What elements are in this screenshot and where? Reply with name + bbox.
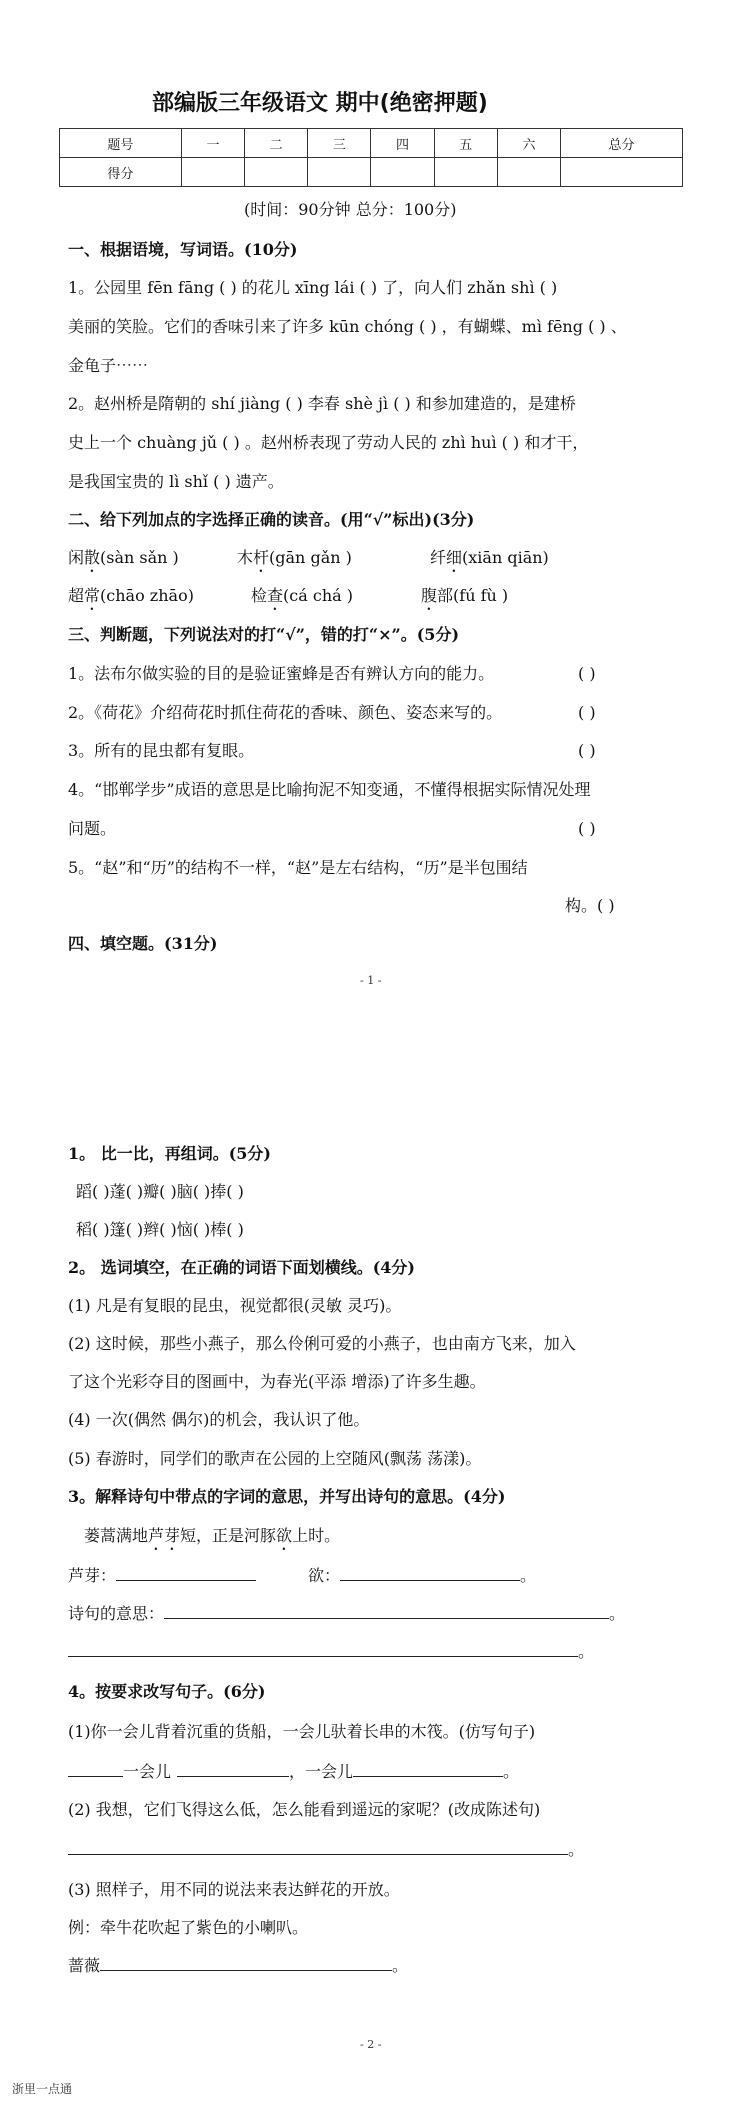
score-table-header: 三 [308, 129, 371, 158]
f4-s1-blank-3[interactable] [353, 1762, 503, 1777]
f1-row-1: 蹈( )蓬( )瓣( )脑( )捧( ) [76, 1182, 244, 1201]
f3-meaning-row [68, 1604, 625, 1624]
s1-q1-line3: 金龟子⋯⋯ [68, 356, 149, 375]
section3-heading: 三、判断题，下列说法对的打“√”，错的打“×”。(5分) [68, 625, 460, 644]
f3-poem [84, 1526, 340, 1554]
score-table-header: 二 [245, 129, 308, 158]
f3-heading: 3。解释诗句中带点的字词的意思，并写出诗句的意思。(4分) [68, 1487, 506, 1506]
f3-period: 。 [578, 1642, 595, 1661]
s1-q1-line2: 美丽的笑脸。它们的香味引来了许多 kūn chóng ( ) ，有蝴蝶、mì fēng ( ) 、 [68, 317, 627, 336]
score-table [59, 128, 683, 187]
score-table-header: 五 [434, 129, 497, 158]
f3-label-luya: 芦芽： [68, 1566, 117, 1585]
s1-q2-line2: 史上一个 chuàng jǔ ( ) 。赵州桥表现了劳动人民的 zhì huì ( ) 和才干， [68, 433, 589, 452]
title-main: 部编版三年级语文 期中 [152, 91, 380, 116]
s2-word-1 [68, 548, 179, 576]
score-cell[interactable] [308, 158, 371, 187]
f4-sentence-3: (3) 照样子，用不同的说法来表达鲜花的开放。 [68, 1880, 400, 1899]
score-table-header-row [60, 129, 683, 158]
exam-title [152, 90, 488, 118]
f2-heading: 2。 选词填空，在正确的词语下面划横线。(4分) [68, 1258, 415, 1277]
f2-item-4: (4) 一次(偶然 偶尔)的机会，我认识了他。 [68, 1410, 370, 1429]
page-number-2: - 2 - [360, 2038, 382, 2051]
s3-item-1-bracket[interactable]: ( ) [578, 664, 596, 683]
s2-word-3-pinyin: (xiān qiān) [462, 548, 549, 567]
s3-item-2-bracket[interactable]: ( ) [578, 703, 596, 722]
section2-heading: 二、给下列加点的字选择正确的读音。(用“√”标出)(3分) [68, 510, 475, 529]
f3-period: 。 [609, 1604, 626, 1623]
s2-word-3-char: 纤 [430, 548, 447, 567]
section4-heading: 四、填空题。(31分) [68, 934, 218, 953]
s3-item-3: 3。所有的昆虫都有复眼。 [68, 741, 255, 760]
score-table-header: 一 [181, 129, 244, 158]
s2-word-3-dotted-char: 细 [446, 548, 463, 567]
f4-s1-blank-2[interactable] [177, 1762, 289, 1777]
score-table-header: 四 [371, 129, 434, 158]
s3-item-1: 1。法布尔做实验的目的是验证蜜蜂是否有辨认方向的能力。 [68, 664, 495, 683]
f4-s1-word-b: ，一会儿 [289, 1762, 354, 1781]
s2-word-4-pinyin: (chāo zhāo) [100, 586, 194, 605]
s2-word-3 [430, 548, 549, 576]
footer-watermark: 浙里一点通 [12, 2082, 73, 2096]
score-cell[interactable] [245, 158, 308, 187]
s2-word-6-char: 部 [437, 586, 454, 605]
s3-item-4-line2: 问题。 [68, 819, 117, 838]
score-table-header: 六 [497, 129, 560, 158]
s2-word-5 [251, 586, 353, 614]
f4-flower-label: 蔷薇 [68, 1956, 101, 1975]
s2-word-4 [68, 586, 194, 614]
f4-heading: 4。按要求改写句子。(6分) [68, 1682, 266, 1701]
f4-s1-blank-1[interactable] [68, 1762, 123, 1777]
f4-period: 。 [503, 1762, 520, 1781]
s2-word-6 [421, 586, 508, 614]
s2-word-1-dotted-char: 散 [84, 548, 101, 567]
f4-sentence-2-answer [68, 1840, 584, 1860]
s3-item-5-line2: 构。( ) [565, 896, 615, 915]
s3-item-3-bracket[interactable]: ( ) [578, 741, 596, 760]
f4-s1-word-a: 一会儿 [123, 1762, 172, 1781]
score-cell[interactable] [181, 158, 244, 187]
score-table-header: 总分 [561, 129, 683, 158]
section1-heading: 一、根据语境，写词语。(10分) [68, 240, 298, 259]
s1-q2-line1: 2。赵州桥是隋朝的 shí jiàng ( ) 李春 shè jì ( ) 和参加建造的，是建桥 [68, 394, 576, 413]
f3-yu-blank[interactable] [340, 1566, 520, 1581]
f3-meaning-label: 诗句的意思： [68, 1604, 165, 1623]
score-cell[interactable] [497, 158, 560, 187]
s2-word-2-char: 木 [237, 548, 254, 567]
score-cell[interactable] [434, 158, 497, 187]
s2-word-5-char: 检 [251, 586, 268, 605]
f4-sentence-2: (2) 我想，它们飞得这么低，怎么能看到遥远的家呢？(改成陈述句) [68, 1800, 541, 1819]
f3-poem-dotted-word: 芦芽 [148, 1526, 181, 1545]
exam-info: (时间：90分钟 总分：100分) [244, 200, 457, 219]
f3-poem-part: 上时。 [292, 1526, 341, 1545]
score-row-label: 得分 [60, 158, 182, 187]
f4-example: 例：牵牛花吹起了紫色的小喇叭。 [68, 1918, 309, 1937]
s2-word-6-pinyin: (fú fù ) [453, 586, 509, 605]
f4-period: 。 [568, 1840, 585, 1859]
s2-word-6-dotted-char: 腹 [421, 586, 438, 605]
s1-q2-line3: 是我国宝贵的 lì shǐ ( ) 遗产。 [68, 472, 284, 491]
f4-sentence-1: (1)你一会儿背着沉重的货船，一会儿驮着长串的木筏。(仿写句子) [68, 1722, 536, 1741]
f3-meaning-blank[interactable] [164, 1604, 609, 1619]
s2-word-5-pinyin: (cá chá ) [283, 586, 353, 605]
page-number-1: - 1 - [360, 974, 382, 987]
f3-poem-part: 短，正是河豚 [180, 1526, 277, 1545]
s2-word-1-pinyin: (sàn sǎn ) [100, 548, 179, 567]
f4-sentence-3-answer [68, 1956, 408, 1976]
s2-word-5-dotted-char: 查 [267, 586, 284, 605]
s3-item-2: 2。《荷花》介绍荷花时抓住荷花的香味、颜色、姿态来写的。 [68, 703, 503, 722]
f4-sentence-1-answer [68, 1762, 519, 1782]
score-cell[interactable] [561, 158, 683, 187]
f4-s2-blank[interactable] [68, 1840, 568, 1855]
s1-q1-line1: 1。公园里 fēn fāng ( ) 的花儿 xīng lái ( ) 了，向人们 zhǎn shì ( ) [68, 278, 558, 297]
f3-meaning-blank-2[interactable] [68, 1642, 578, 1657]
s2-word-4-char: 超 [68, 586, 85, 605]
f4-period: 。 [392, 1956, 409, 1975]
f3-period: 。 [520, 1566, 537, 1585]
f3-luya-blank[interactable] [116, 1566, 256, 1581]
s3-item-5-line1: 5。“赵”和“历”的结构不一样，“赵”是左右结构，“历”是半包围结 [68, 858, 528, 877]
f1-row-2: 稻( )篷( )辫( )恼( )棒( ) [76, 1220, 244, 1239]
f2-item-5: (5) 春游时，同学们的歌声在公园的上空随风(飘荡 荡漾)。 [68, 1449, 482, 1468]
f2-item-2-line1: (2) 这时候，那些小燕子，那么伶俐可爱的小燕子，也由南方飞来，加入 [68, 1334, 576, 1353]
s2-word-2-pinyin: (gān gǎn ) [269, 548, 352, 567]
f2-item-2-line2: 了这个光彩夺目的图画中，为春光(平添 增添)了许多生趣。 [68, 1372, 486, 1391]
f1-heading: 1。 比一比，再组词。(5分) [68, 1144, 271, 1163]
s2-word-2 [237, 548, 352, 576]
s2-word-1-char: 闲 [68, 548, 85, 567]
s2-word-2-dotted-char: 杆 [253, 548, 270, 567]
s3-item-4-bracket[interactable]: ( ) [578, 819, 596, 838]
f3-poem-part: 蒌蒿满地 [84, 1526, 149, 1545]
score-cell[interactable] [371, 158, 434, 187]
f4-s3-blank[interactable] [100, 1956, 392, 1971]
f3-meaning-row-2 [68, 1642, 594, 1662]
f2-item-1: (1) 凡是有复眼的昆虫，视觉都很(灵敏 灵巧)。 [68, 1296, 402, 1315]
f3-poem-dotted-word: 欲 [276, 1526, 293, 1545]
f3-answer-row [68, 1566, 536, 1586]
title-bold: (绝密押题) [379, 91, 488, 116]
score-table-score-row [60, 158, 683, 187]
s2-word-4-dotted-char: 常 [84, 586, 101, 605]
score-table-header: 题号 [60, 129, 182, 158]
s3-item-4-line1: 4。“邯郸学步”成语的意思是比喻拘泥不知变通，不懂得根据实际情况处理 [68, 780, 591, 799]
f3-label-yu: 欲： [308, 1566, 341, 1585]
